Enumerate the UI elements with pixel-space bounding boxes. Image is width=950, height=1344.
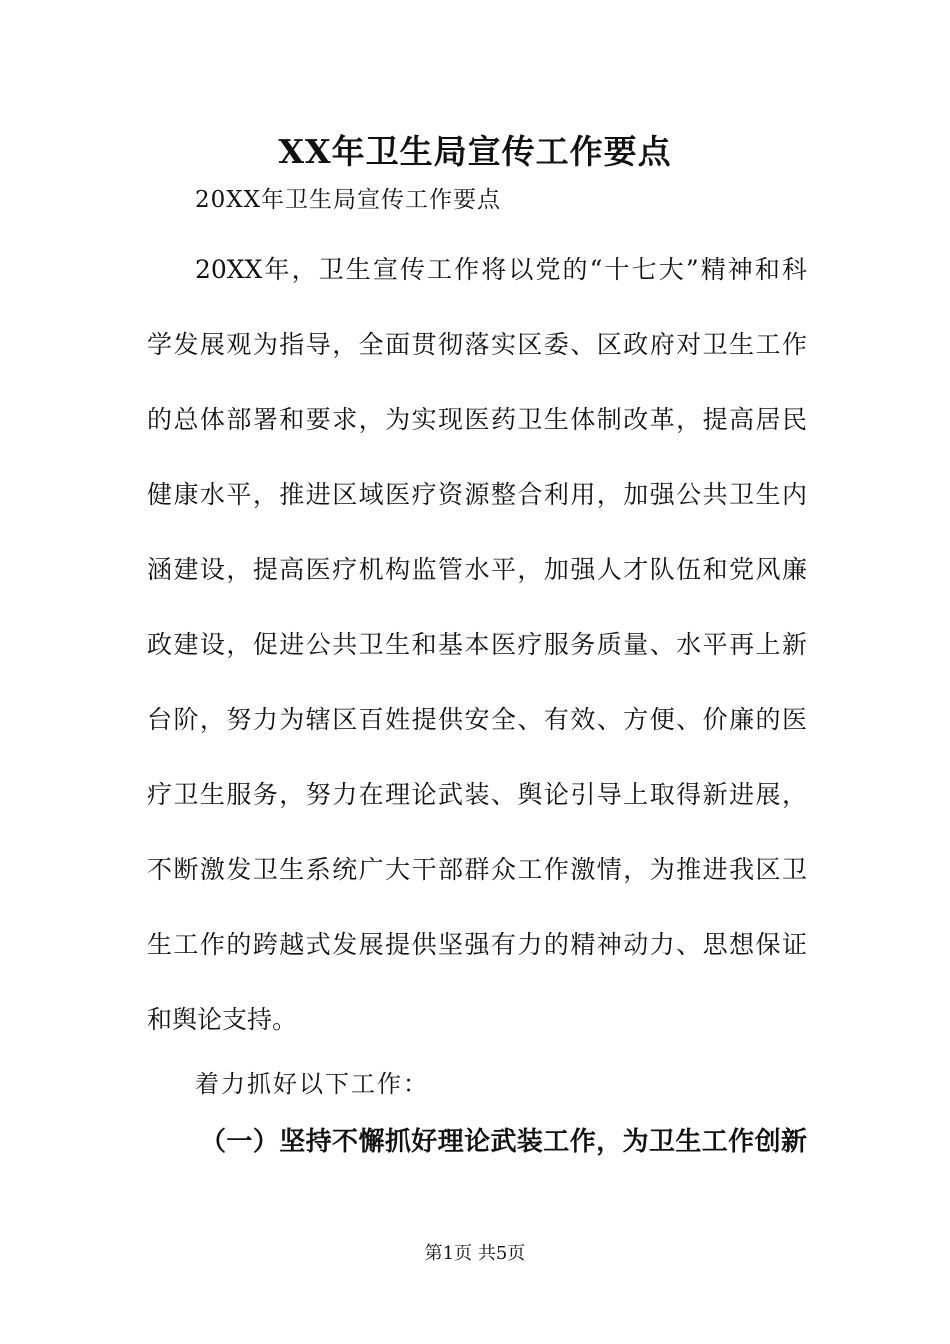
body-line: 20XX年，卫生宣传工作将以党的“十七大”精神和科: [195, 255, 807, 284]
body-paragraph: [147, 248, 807, 1073]
section-heading: （一）坚持不懈抓好理论武装工作，为卫生工作创新: [200, 1127, 807, 1157]
body-line: 不断激发卫生系统广大干部群众工作激情，为推进我区卫: [147, 855, 807, 884]
body-line: 涵建设，提高医疗机构监管水平，加强人才队伍和党风廉: [147, 555, 807, 584]
intro-text: 着力抓好以下工作：: [195, 1070, 429, 1098]
document-title: XX年卫生局宣传工作要点: [278, 132, 672, 171]
body-line: 台阶，努力为辖区百姓提供安全、有效、方便、价廉的医: [147, 705, 807, 734]
page-footer: 第1页 共5页: [424, 1243, 526, 1264]
body-line: 的总体部署和要求，为实现医药卫生体制改革，提高居民: [147, 405, 807, 434]
document-subtitle: 20XX年卫生局宣传工作要点: [195, 187, 502, 213]
body-line: 政建设，促进公共卫生和基本医疗服务质量、水平再上新: [147, 630, 807, 659]
body-line: 和舆论支持。: [147, 1005, 298, 1034]
body-line: 学发展观为指导，全面贯彻落实区委、区政府对卫生工作: [147, 330, 807, 359]
body-line: 生工作的跨越式发展提供坚强有力的精神动力、思想保证: [147, 930, 807, 959]
body-line: 健康水平，推进区域医疗资源整合利用，加强公共卫生内: [147, 480, 807, 509]
body-line: 疗卫生服务，努力在理论武装、舆论引导上取得新进展，: [147, 780, 807, 809]
